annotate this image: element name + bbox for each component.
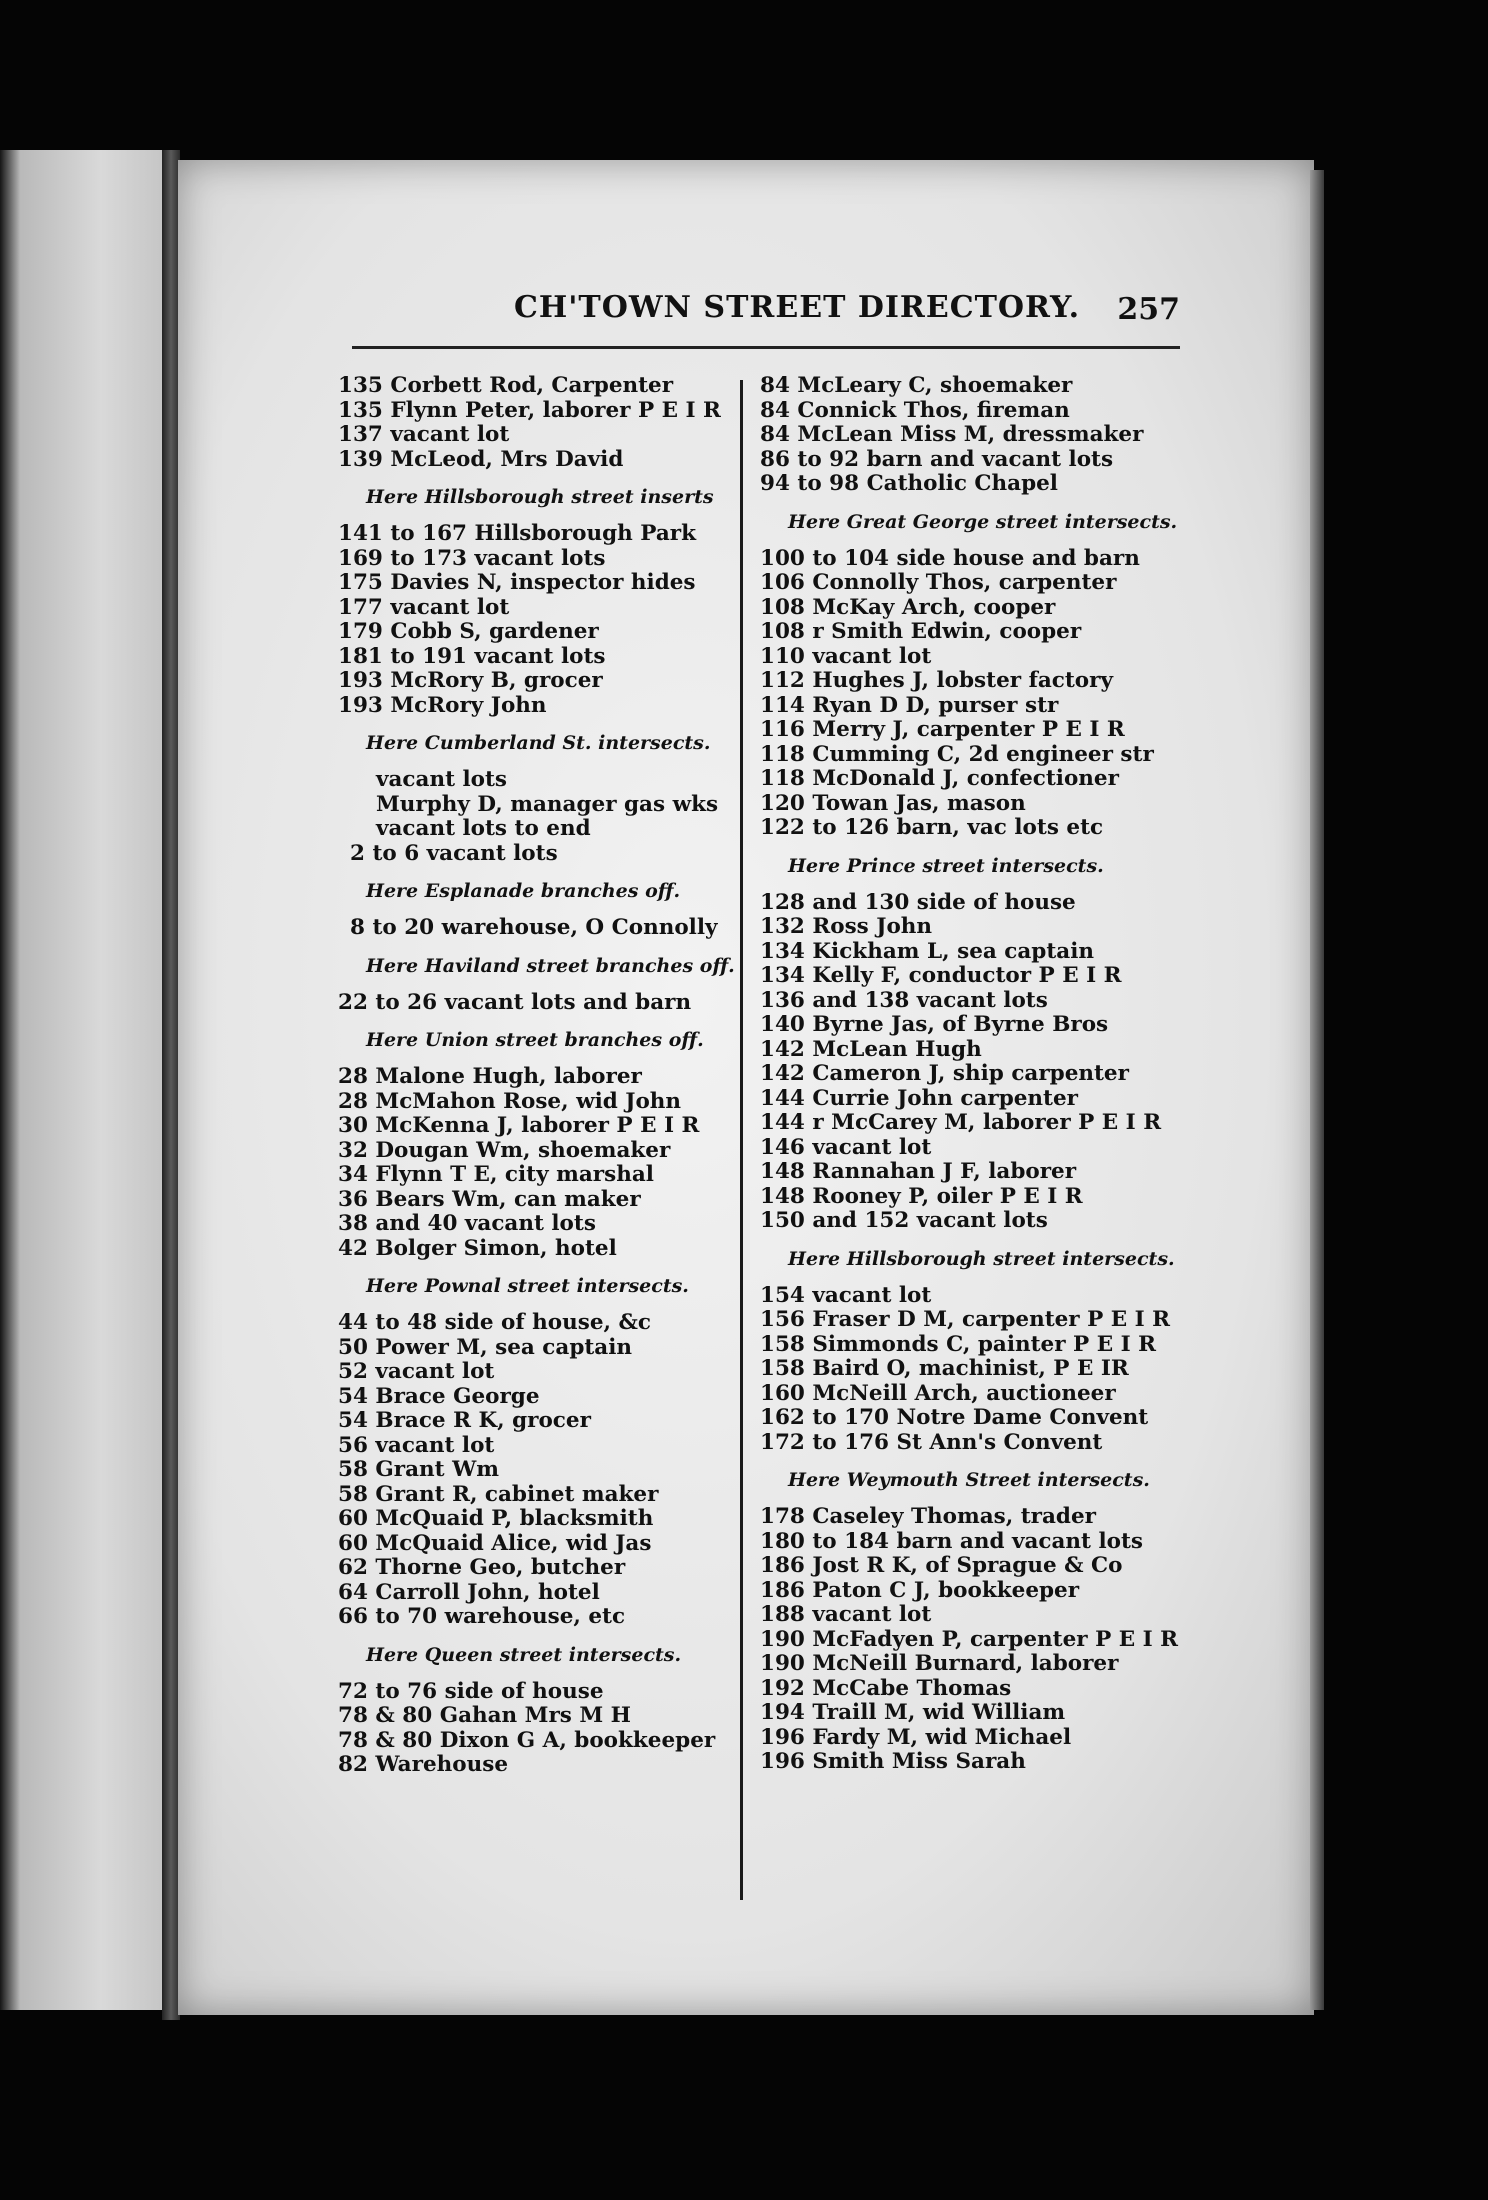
directory-entry: 118 Cumming C, 2d engineer str — [760, 741, 1154, 767]
directory-entry: 148 Rooney P, oiler P E I R — [760, 1183, 1083, 1209]
directory-entry: 158 Simmonds C, painter P E I R — [760, 1331, 1156, 1357]
directory-entry: 94 to 98 Catholic Chapel — [760, 471, 1058, 496]
page-number: 257 — [1117, 292, 1180, 327]
street-intersection-heading: Here Great George street intersects. — [788, 510, 1178, 533]
directory-entry: 100 to 104 side house and barn — [760, 545, 1140, 571]
directory-entry: 158 Baird O, machinist, P E IR — [760, 1356, 1129, 1381]
street-intersection-heading: Here Hillsborough street inserts — [366, 486, 714, 508]
directory-entry: 196 Smith Miss Sarah — [760, 1749, 1026, 1774]
directory-entry: 190 McNeill Burnard, laborer — [760, 1651, 1119, 1676]
directory-entry: 110 vacant lot — [760, 643, 932, 669]
directory-entry: 181 to 191 vacant lots — [338, 643, 606, 669]
page-title: CH'TOWN STREET DIRECTORY. — [514, 290, 1081, 325]
directory-entry: 28 McMahon Rose, wid John — [338, 1088, 682, 1114]
header-rule — [352, 346, 1180, 349]
page-right-edge — [1310, 170, 1324, 2010]
directory-entry: 116 Merry J, carpenter P E I R — [760, 717, 1125, 742]
directory-entry: 172 to 176 St Ann's Convent — [760, 1429, 1103, 1455]
directory-entry: 144 r McCarey M, laborer P E I R — [760, 1110, 1162, 1135]
directory-entry: 193 McRory B, grocer — [338, 668, 603, 693]
street-intersection-heading: Here Pownal street intersects. — [366, 1275, 689, 1297]
directory-entry: 62 Thorne Geo, butcher — [338, 1555, 626, 1580]
street-intersection-heading: Here Cumberland St. intersects. — [366, 732, 711, 754]
previous-page-edge — [0, 150, 168, 2010]
directory-entry: 114 Ryan D D, purser str — [760, 692, 1059, 718]
directory-entry: 108 McKay Arch, cooper — [760, 594, 1056, 620]
directory-entry: 66 to 70 warehouse, etc — [338, 1604, 626, 1629]
directory-entry: 52 vacant lot — [338, 1359, 495, 1384]
directory-entry: 148 Rannahan J F, laborer — [760, 1159, 1077, 1184]
directory-entry: 44 to 48 side of house, &c — [338, 1310, 651, 1335]
directory-entry: 146 vacant lot — [760, 1134, 932, 1160]
right-column — [760, 373, 1179, 1775]
directory-entry: 38 and 40 vacant lots — [338, 1211, 596, 1236]
directory-entry: 8 to 20 warehouse, O Connolly — [350, 915, 718, 940]
directory-entry: 64 Carroll John, hotel — [338, 1579, 600, 1605]
directory-entry: vacant lots to end — [376, 816, 591, 841]
left-column — [338, 374, 738, 1778]
directory-entry: 106 Connolly Thos, carpenter — [760, 570, 1117, 595]
directory-entry: 112 Hughes J, lobster factory — [760, 668, 1113, 693]
directory-entry: 192 McCabe Thomas — [760, 1675, 1012, 1701]
directory-entry: 78 & 80 Gahan Mrs M H — [338, 1703, 631, 1728]
directory-entry: 139 McLeod, Mrs David — [338, 446, 624, 472]
directory-entry: 82 Warehouse — [338, 1752, 509, 1777]
street-intersection-heading: Here Prince street intersects. — [788, 854, 1104, 877]
directory-entry: 196 Fardy M, wid Michael — [760, 1724, 1072, 1750]
directory-entry: 58 Grant Wm — [338, 1457, 499, 1482]
directory-entry: 186 Paton C J, bookkeeper — [760, 1577, 1080, 1603]
directory-entry: 135 Flynn Peter, laborer P E I R — [338, 397, 721, 423]
street-intersection-heading: Here Queen street intersects. — [366, 1643, 682, 1666]
street-intersection-heading: Here Weymouth Street intersects. — [788, 1469, 1150, 1491]
directory-entry: 54 Brace R K, grocer — [338, 1408, 591, 1433]
directory-entry: 132 Ross John — [760, 914, 933, 939]
directory-entry: 50 Power M, sea captain — [338, 1334, 633, 1360]
directory-entry: 178 Caseley Thomas, trader — [760, 1504, 1096, 1529]
directory-entry: 179 Cobb S, gardener — [338, 619, 599, 644]
directory-entry: 169 to 173 vacant lots — [338, 545, 606, 571]
directory-entry: 134 Kickham L, sea captain — [760, 938, 1095, 964]
directory-entry: 193 McRory John — [338, 692, 547, 718]
directory-entry: 54 Brace George — [338, 1383, 540, 1409]
directory-entry: 177 vacant lot — [338, 594, 510, 620]
directory-entry: 2 to 6 vacant lots — [350, 840, 558, 866]
directory-entry: 156 Fraser D M, carpenter P E I R — [760, 1307, 1171, 1332]
street-intersection-heading: Here Union street branches off. — [366, 1029, 704, 1051]
directory-entry: 188 vacant lot — [760, 1602, 932, 1627]
directory-entry: 36 Bears Wm, can maker — [338, 1186, 641, 1212]
directory-entry: 154 vacant lot — [760, 1282, 932, 1308]
street-intersection-heading: Here Hillsborough street intersects. — [788, 1247, 1175, 1270]
directory-entry: 140 Byrne Jas, of Byrne Bros — [760, 1012, 1109, 1037]
street-intersection-heading: Here Esplanade branches off. — [366, 880, 681, 902]
street-intersection-heading: Here Haviland street branches off. — [366, 954, 735, 977]
directory-entry: 30 McKenna J, laborer P E I R — [338, 1113, 700, 1138]
directory-entry: Murphy D, manager gas wks — [376, 791, 719, 817]
directory-entry: 175 Davies N, inspector hides — [338, 570, 696, 595]
directory-entry: 84 McLean Miss M, dressmaker — [760, 422, 1144, 447]
directory-entry: 120 Towan Jas, mason — [760, 790, 1026, 816]
directory-entry: 56 vacant lot — [338, 1432, 495, 1458]
directory-entry: 150 and 152 vacant lots — [760, 1208, 1048, 1233]
directory-entry: 118 McDonald J, confectioner — [760, 766, 1119, 791]
directory-entry: 186 Jost R K, of Sprague & Co — [760, 1553, 1123, 1578]
directory-entry: 28 Malone Hugh, laborer — [338, 1064, 642, 1089]
directory-entry: 190 McFadyen P, carpenter P E I R — [760, 1626, 1179, 1652]
directory-entry: 194 Traill M, wid William — [760, 1700, 1066, 1725]
directory-entry: 135 Corbett Rod, Carpenter — [338, 373, 674, 398]
directory-entry: 58 Grant R, cabinet maker — [338, 1481, 659, 1507]
directory-entry: 128 and 130 side of house — [760, 889, 1076, 915]
directory-entry: 72 to 76 side of house — [338, 1678, 604, 1704]
directory-entry: 142 Cameron J, ship carpenter — [760, 1061, 1129, 1086]
directory-entry: 86 to 92 barn and vacant lots — [760, 446, 1114, 472]
directory-entry: 84 Connick Thos, fireman — [760, 397, 1070, 423]
directory-entry: 78 & 80 Dixon G A, bookkeeper — [338, 1727, 716, 1753]
directory-entry: 142 McLean Hugh — [760, 1036, 982, 1062]
directory-entry: 32 Dougan Wm, shoemaker — [338, 1137, 671, 1163]
directory-entry: 144 Currie John carpenter — [760, 1085, 1078, 1111]
directory-entry: 60 McQuaid Alice, wid Jas — [338, 1530, 652, 1556]
directory-entry: 60 McQuaid P, blacksmith — [338, 1506, 654, 1531]
column-divider — [740, 380, 743, 1900]
directory-entry: vacant lots — [376, 767, 508, 792]
directory-entry: 108 r Smith Edwin, cooper — [760, 619, 1082, 644]
directory-entry: 84 McLeary C, shoemaker — [760, 373, 1073, 398]
page-header — [338, 290, 1180, 336]
directory-entry: 180 to 184 barn and vacant lots — [760, 1528, 1144, 1554]
directory-entry: 137 vacant lot — [338, 422, 510, 447]
directory-entry: 162 to 170 Notre Dame Convent — [760, 1405, 1149, 1430]
directory-entry: 134 Kelly F, conductor P E I R — [760, 963, 1122, 988]
directory-entry: 136 and 138 vacant lots — [760, 987, 1048, 1013]
directory-entry: 42 Bolger Simon, hotel — [338, 1235, 617, 1261]
directory-entry: 160 McNeill Arch, auctioneer — [760, 1380, 1116, 1406]
directory-entry: 22 to 26 vacant lots and barn — [338, 989, 692, 1015]
directory-entry: 141 to 167 Hillsborough Park — [338, 521, 696, 546]
directory-entry: 34 Flynn T E, city marshal — [338, 1162, 654, 1187]
directory-entry: 122 to 126 barn, vac lots etc — [760, 815, 1104, 840]
